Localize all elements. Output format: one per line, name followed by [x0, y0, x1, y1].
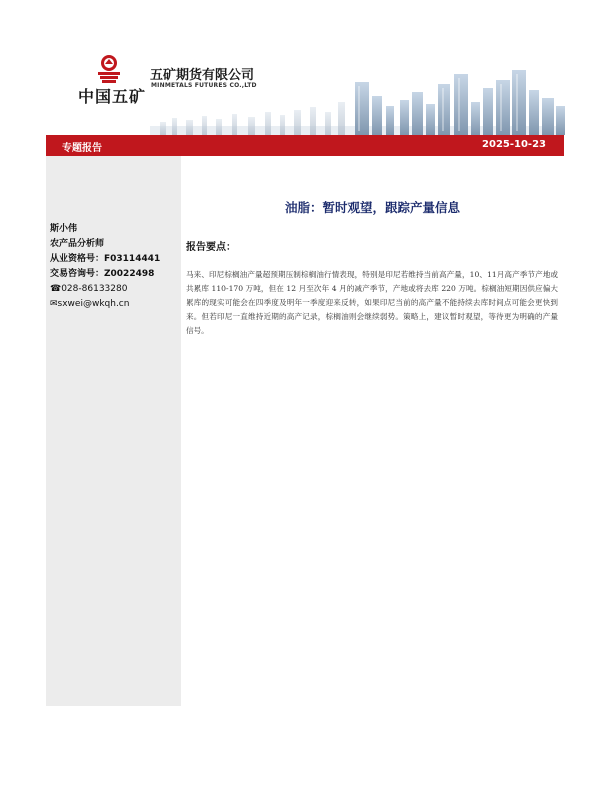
- qualification-number: 从业资格号：F03114441: [50, 254, 161, 264]
- report-date: 2025-10-23: [482, 139, 546, 150]
- minmetals-logo-icon: [94, 54, 124, 86]
- report-header: [0, 0, 600, 135]
- report-title: 油脂：暂时观望，跟踪产量信息: [284, 200, 460, 215]
- company-name-en: MINMETALS FUTURES CO.,LTD: [151, 82, 257, 89]
- report-banner: [46, 135, 564, 156]
- consult-number: 交易咨询号：Z0022498: [50, 269, 155, 279]
- analyst-email[interactable]: ✉sxwei@wkqh.cn: [50, 299, 130, 309]
- city-skyline-graphic: [150, 62, 565, 135]
- key-points-heading: 报告要点：: [186, 242, 236, 253]
- key-points-body: 马来、印尼棕榈油产量超预期压制棕榈油行情表现，特别是印尼若维持当前高产量，10、11月高产季节产地或共累库 110-170 万吨，但在 12 月至次年 4 月的减产季节，产地或将去库 220 万吨。棕榈油短期因供应偏大累库的现实可能会在四季度及明年一季度迎来反转，如果印尼当前的高产量不能持续去库时间点可能会更快到来。但若印尼一直维持近期的高产记录，棕榈油则会继续弱势。策略上，建议暂时观望，等待更为明确的产量信号。: [186, 270, 558, 335]
- analyst-info: [50, 222, 180, 312]
- analyst-name: 斯小伟: [50, 224, 78, 234]
- report-type-label: 专题报告: [62, 143, 102, 154]
- analyst-phone: ☎028-86133280: [50, 284, 128, 294]
- analyst-role: 农产品分析师: [50, 239, 105, 249]
- logo-wordmark: 中国五矿: [78, 87, 147, 106]
- company-name-cn: 五矿期货有限公司: [150, 68, 255, 83]
